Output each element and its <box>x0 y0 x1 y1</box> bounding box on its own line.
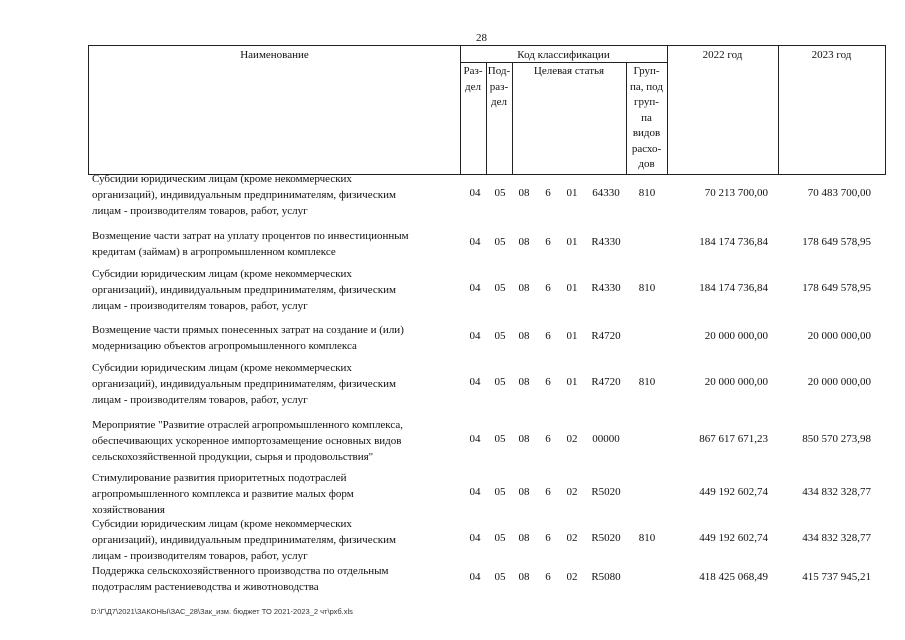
header-name: Наименование <box>240 49 309 61</box>
cell-cs1: 08 <box>518 282 530 294</box>
row-name-line: модернизацию объектов агропромышленного комплекса <box>92 340 357 352</box>
cell-y2023: 70 483 700,00 <box>807 187 871 199</box>
cell-cs3: 01 <box>566 236 578 248</box>
row-name <box>92 228 458 260</box>
table-row <box>0 516 905 564</box>
row-name <box>92 470 458 518</box>
row-name-line: лицам - производителям товаров, работ, услуг <box>92 550 308 562</box>
page-number: 28 <box>476 32 487 44</box>
row-name <box>92 417 458 465</box>
row-name-line: Возмещение части затрат на уплату процентов по инвестиционным <box>92 230 409 242</box>
cell-y2023: 20 000 000,00 <box>807 330 871 342</box>
row-name <box>92 266 458 314</box>
cell-y2022: 20 000 000,00 <box>704 376 768 388</box>
cell-cs4: R4330 <box>591 236 621 248</box>
cell-y2022: 184 174 736,84 <box>699 282 768 294</box>
cell-cs3: 02 <box>566 433 578 445</box>
row-name-line: подотраслям растениеводства и животноводства <box>92 581 319 593</box>
cell-y2023: 434 832 328,77 <box>802 532 871 544</box>
col-divider <box>778 46 779 174</box>
cell-cs3: 01 <box>566 282 578 294</box>
cell-vid: 810 <box>638 282 656 294</box>
row-name-line: Стимулирование развития приоритетных подотраслей <box>92 472 347 484</box>
row-name-line: организаций), индивидуальным предпринимателям, физическим <box>92 534 396 546</box>
header-group: Груп- па, под груп- па видов расхо- дов <box>630 65 663 170</box>
cell-cs1: 08 <box>518 187 530 199</box>
table-row <box>0 417 905 465</box>
cell-cs4: R4720 <box>591 376 621 388</box>
cell-cs1: 08 <box>518 376 530 388</box>
header-subsection: Под- раз- дел <box>487 65 511 108</box>
cell-y2023: 434 832 328,77 <box>802 486 871 498</box>
cell-cs3: 02 <box>566 571 578 583</box>
cell-cs4: R4330 <box>591 282 621 294</box>
row-name-line: хозяйствования <box>92 504 165 516</box>
cell-cs2: 6 <box>545 187 551 199</box>
cell-razdel: 04 <box>469 571 481 583</box>
cell-podrazdel: 05 <box>494 282 506 294</box>
row-name-line: Субсидии юридическим лицам (кроме некоммерческих <box>92 173 352 185</box>
cell-cs2: 6 <box>545 282 551 294</box>
cell-y2022: 449 192 602,74 <box>699 532 768 544</box>
cell-podrazdel: 05 <box>494 532 506 544</box>
cell-razdel: 04 <box>469 282 481 294</box>
row-name-line: Возмещение части прямых понесенных затрат на создание и (или) <box>92 324 404 336</box>
row-name <box>92 360 458 408</box>
row-name-line: Поддержка сельскохозяйственного производства по отдельным <box>92 565 389 577</box>
row-name <box>92 322 458 354</box>
cell-razdel: 04 <box>469 433 481 445</box>
cell-y2022: 418 425 068,49 <box>699 571 768 583</box>
row-name-line: лицам - производителям товаров, работ, услуг <box>92 205 308 217</box>
row-name-line: Субсидии юридическим лицам (кроме некоммерческих <box>92 518 352 530</box>
cell-y2022: 70 213 700,00 <box>704 187 768 199</box>
cell-y2023: 178 649 578,95 <box>802 282 871 294</box>
row-name-line: организаций), индивидуальным предпринимателям, физическим <box>92 378 396 390</box>
cell-podrazdel: 05 <box>494 433 506 445</box>
table-row <box>0 360 905 408</box>
cell-y2022: 184 174 736,84 <box>699 236 768 248</box>
cell-y2022: 20 000 000,00 <box>704 330 768 342</box>
row-name <box>92 171 458 219</box>
cell-razdel: 04 <box>469 330 481 342</box>
row-name <box>92 516 458 564</box>
cell-cs4: R5020 <box>591 532 621 544</box>
table-header <box>88 45 886 175</box>
cell-cs2: 6 <box>545 376 551 388</box>
cell-cs2: 6 <box>545 532 551 544</box>
cell-podrazdel: 05 <box>494 236 506 248</box>
cell-y2022: 867 617 671,23 <box>699 433 768 445</box>
cell-cs4: 64330 <box>592 187 620 199</box>
table-row <box>0 563 905 595</box>
col-divider <box>667 46 668 174</box>
cell-vid: 810 <box>638 376 656 388</box>
cell-cs1: 08 <box>518 532 530 544</box>
cell-cs2: 6 <box>545 330 551 342</box>
cell-cs4: R5080 <box>591 571 621 583</box>
cell-cs2: 6 <box>545 433 551 445</box>
cell-razdel: 04 <box>469 486 481 498</box>
cell-vid: 810 <box>638 532 656 544</box>
cell-cs2: 6 <box>545 571 551 583</box>
cell-cs4: R5020 <box>591 486 621 498</box>
row-name-line: кредитам (займам) в агропромышленном комплексе <box>92 246 336 258</box>
row-name-line: лицам - производителям товаров, работ, услуг <box>92 300 308 312</box>
header-section: Раз- дел <box>463 65 483 93</box>
cell-y2022: 449 192 602,74 <box>699 486 768 498</box>
cell-razdel: 04 <box>469 187 481 199</box>
file-path-footer: D:\Г\Д7\2021\ЗАКОНЫ\ЗАС_28\Зак_изм. бюджет ТО 2021-2023_2 чт\рхб.xls <box>91 607 353 616</box>
header-2022: 2022 год <box>702 49 743 61</box>
cell-cs3: 01 <box>566 187 578 199</box>
row-name-line: лицам - производителям товаров, работ, услуг <box>92 394 308 406</box>
cell-cs2: 6 <box>545 486 551 498</box>
cell-cs3: 02 <box>566 486 578 498</box>
cell-y2023: 20 000 000,00 <box>807 376 871 388</box>
row-name-line: сельскохозяйственной продукции, сырья и продовольствия" <box>92 451 374 463</box>
row-name-line: агропромышленного комплекса и развитие малых форм <box>92 488 354 500</box>
cell-podrazdel: 05 <box>494 376 506 388</box>
cell-cs1: 08 <box>518 433 530 445</box>
cell-razdel: 04 <box>469 236 481 248</box>
row-name <box>92 563 458 595</box>
row-name-line: организаций), индивидуальным предпринимателям, физическим <box>92 189 396 201</box>
cell-vid: 810 <box>638 187 656 199</box>
row-name-line: организаций), индивидуальным предпринимателям, физическим <box>92 284 396 296</box>
cell-podrazdel: 05 <box>494 486 506 498</box>
cell-cs1: 08 <box>518 571 530 583</box>
cell-cs4: 00000 <box>592 433 620 445</box>
cell-podrazdel: 05 <box>494 330 506 342</box>
header-2023: 2023 год <box>811 49 852 61</box>
cell-cs1: 08 <box>518 330 530 342</box>
cell-cs1: 08 <box>518 236 530 248</box>
cell-podrazdel: 05 <box>494 187 506 199</box>
cell-cs3: 01 <box>566 376 578 388</box>
row-name-line: Субсидии юридическим лицам (кроме некоммерческих <box>92 268 352 280</box>
header-target: Целевая статья <box>533 65 605 77</box>
table-row <box>0 470 905 518</box>
row-name-line: обеспечивающих ускоренное импортозамещение основных видов <box>92 435 402 447</box>
table-row <box>0 322 905 354</box>
cell-y2023: 178 649 578,95 <box>802 236 871 248</box>
cell-y2023: 415 737 945,21 <box>802 571 871 583</box>
table-row <box>0 171 905 219</box>
cell-cs4: R4720 <box>591 330 621 342</box>
cell-cs3: 01 <box>566 330 578 342</box>
cell-cs3: 02 <box>566 532 578 544</box>
cell-cs1: 08 <box>518 486 530 498</box>
cell-cs2: 6 <box>545 236 551 248</box>
cell-razdel: 04 <box>469 532 481 544</box>
row-name-line: Субсидии юридическим лицам (кроме некоммерческих <box>92 362 352 374</box>
row-name-line: Мероприятие "Развитие отраслей агропромышленного комплекса, <box>92 419 404 431</box>
cell-y2023: 850 570 273,98 <box>802 433 871 445</box>
cell-razdel: 04 <box>469 376 481 388</box>
cell-podrazdel: 05 <box>494 571 506 583</box>
header-code: Код классификации <box>517 49 610 61</box>
table-row <box>0 228 905 260</box>
table-row <box>0 266 905 314</box>
